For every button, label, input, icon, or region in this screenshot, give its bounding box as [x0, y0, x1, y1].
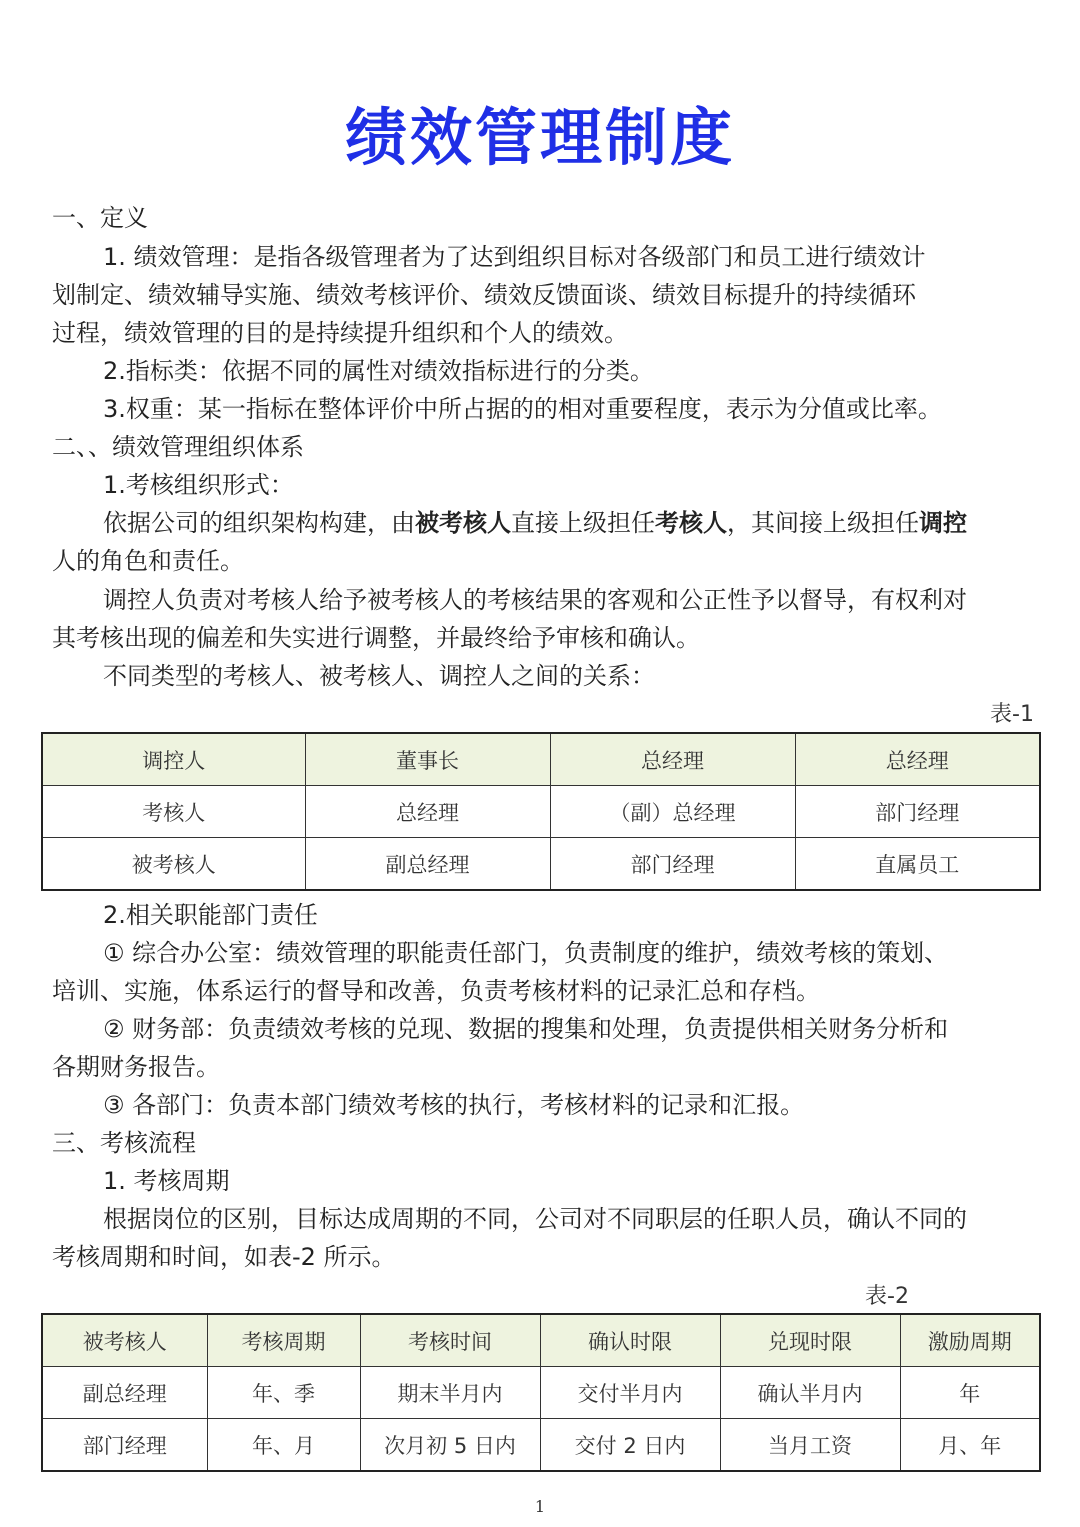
definition-paragraph-1-line-2: 划制定、绩效辅导实施、绩效考核评价、绩效反馈面谈、绩效目标提升的持续循环 — [52, 281, 916, 309]
table-row — [42, 733, 1040, 786]
table-cell: 被考核人 — [42, 838, 305, 891]
section-heading-organization: 二、、绩效管理组织体系 — [52, 433, 304, 461]
table-cell: 副总经理 — [305, 838, 550, 891]
table-cell: 月、年 — [900, 1419, 1040, 1472]
process-paragraph-line-2: 考核周期和时间，如表-2 所示。 — [52, 1243, 396, 1271]
table-cell: 确认半月内 — [720, 1367, 900, 1419]
page-number: 1 — [534, 1497, 546, 1516]
table-1-caption: 表-1 — [990, 702, 1034, 727]
table-cell: 考核时间 — [360, 1314, 540, 1367]
table-cell: 确认时限 — [540, 1314, 720, 1367]
table-row — [42, 1314, 1040, 1367]
table-cell: 副总经理 — [42, 1367, 207, 1419]
subheading-assessment-cycle: 1. 考核周期 — [103, 1167, 230, 1195]
table-cell: 年 — [900, 1367, 1040, 1419]
bold-term-assessor: 考核人 — [655, 509, 727, 537]
table-cell: 交付半月内 — [540, 1367, 720, 1419]
table-cell: 激励周期 — [900, 1314, 1040, 1367]
text-run: 直接上级担任 — [511, 509, 655, 537]
bold-term-assessee: 被考核人 — [415, 509, 511, 537]
text-run: 依据公司的组织架构构建，由 — [103, 509, 415, 537]
organization-paragraph-3: 不同类型的考核人、被考核人、调控人之间的关系： — [103, 662, 655, 690]
table-row — [42, 1367, 1040, 1419]
table-cell: 部门经理 — [42, 1419, 207, 1472]
table-cell: 部门经理 — [550, 838, 795, 891]
table-cell: 直属员工 — [795, 838, 1040, 891]
definition-paragraph-1-line-1: 1. 绩效管理：是指各级管理者为了达到组织目标对各级部门和员工进行绩效计 — [103, 243, 926, 271]
subheading-department-responsibilities: 2.相关职能部门责任 — [103, 901, 318, 929]
definition-paragraph-3: 3.权重：某一指标在整体评价中所占据的的相对重要程度，表示为分值或比率。 — [103, 395, 942, 423]
text-run: 人 — [52, 547, 76, 575]
bold-term-controller: 调控 — [919, 509, 967, 537]
definition-paragraph-1-line-3: 过程，绩效管理的目的是持续提升组织和个人的绩效。 — [52, 319, 628, 347]
organization-paragraph-1-line-2 — [52, 543, 244, 579]
section-heading-process: 三、考核流程 — [52, 1129, 196, 1157]
responsibility-1-line-2: 培训、实施，体系运行的督导和改善，负责考核材料的记录汇总和存档。 — [52, 977, 820, 1005]
table-cell: 年、季 — [207, 1367, 360, 1419]
process-paragraph-line-1: 根据岗位的区别，目标达成周期的不同，公司对不同职层的任职人员，确认不同的 — [103, 1205, 967, 1233]
table-cell: 考核周期 — [207, 1314, 360, 1367]
text-run: ，其间接上级担任 — [727, 509, 919, 537]
table-row — [42, 838, 1040, 891]
table-2 — [41, 1313, 1041, 1472]
table-cell: 次月初 5 日内 — [360, 1419, 540, 1472]
table-cell: 年、月 — [207, 1419, 360, 1472]
table-2-caption: 表-2 — [865, 1284, 909, 1309]
section-heading-definition: 一、定义 — [52, 204, 148, 232]
organization-paragraph-1-line-1 — [103, 505, 967, 541]
responsibility-2-line-2: 各期财务报告。 — [52, 1053, 220, 1081]
organization-paragraph-2-line-2: 其考核出现的偏差和失实进行调整，并最终给予审核和确认。 — [52, 624, 700, 652]
table-cell: 交付 2 日内 — [540, 1419, 720, 1472]
table-1 — [41, 732, 1041, 891]
table-cell: （副）总经理 — [550, 786, 795, 838]
table-cell: 总经理 — [795, 733, 1040, 786]
table-cell: 期末半月内 — [360, 1367, 540, 1419]
responsibility-3: ③ 各部门：负责本部门绩效考核的执行，考核材料的记录和汇报。 — [103, 1091, 805, 1119]
responsibility-2-line-1: ② 财务部：负责绩效考核的兑现、数据的搜集和处理，负责提供相关财务分析和 — [103, 1015, 949, 1043]
table-cell: 被考核人 — [42, 1314, 207, 1367]
table-row — [42, 1419, 1040, 1472]
table-cell: 总经理 — [305, 786, 550, 838]
table-cell: 兑现时限 — [720, 1314, 900, 1367]
document-title: 绩效管理制度 — [344, 101, 735, 174]
organization-paragraph-2-line-1: 调控人负责对考核人给予被考核人的考核结果的客观和公正性予以督导，有权利对 — [103, 586, 967, 614]
table-cell: 当月工资 — [720, 1419, 900, 1472]
definition-paragraph-2: 2.指标类：依据不同的属性对绩效指标进行的分类。 — [103, 357, 654, 385]
subheading-assessment-form: 1.考核组织形式： — [103, 471, 294, 499]
table-cell: 董事长 — [305, 733, 550, 786]
responsibility-1-line-1: ① 综合办公室：绩效管理的职能责任部门，负责制度的维护，绩效考核的策划、 — [103, 939, 949, 967]
table-cell: 部门经理 — [795, 786, 1040, 838]
table-cell: 调控人 — [42, 733, 305, 786]
text-run: 的角色和责任。 — [76, 547, 244, 575]
table-cell: 总经理 — [550, 733, 795, 786]
table-cell: 考核人 — [42, 786, 305, 838]
table-row — [42, 786, 1040, 838]
